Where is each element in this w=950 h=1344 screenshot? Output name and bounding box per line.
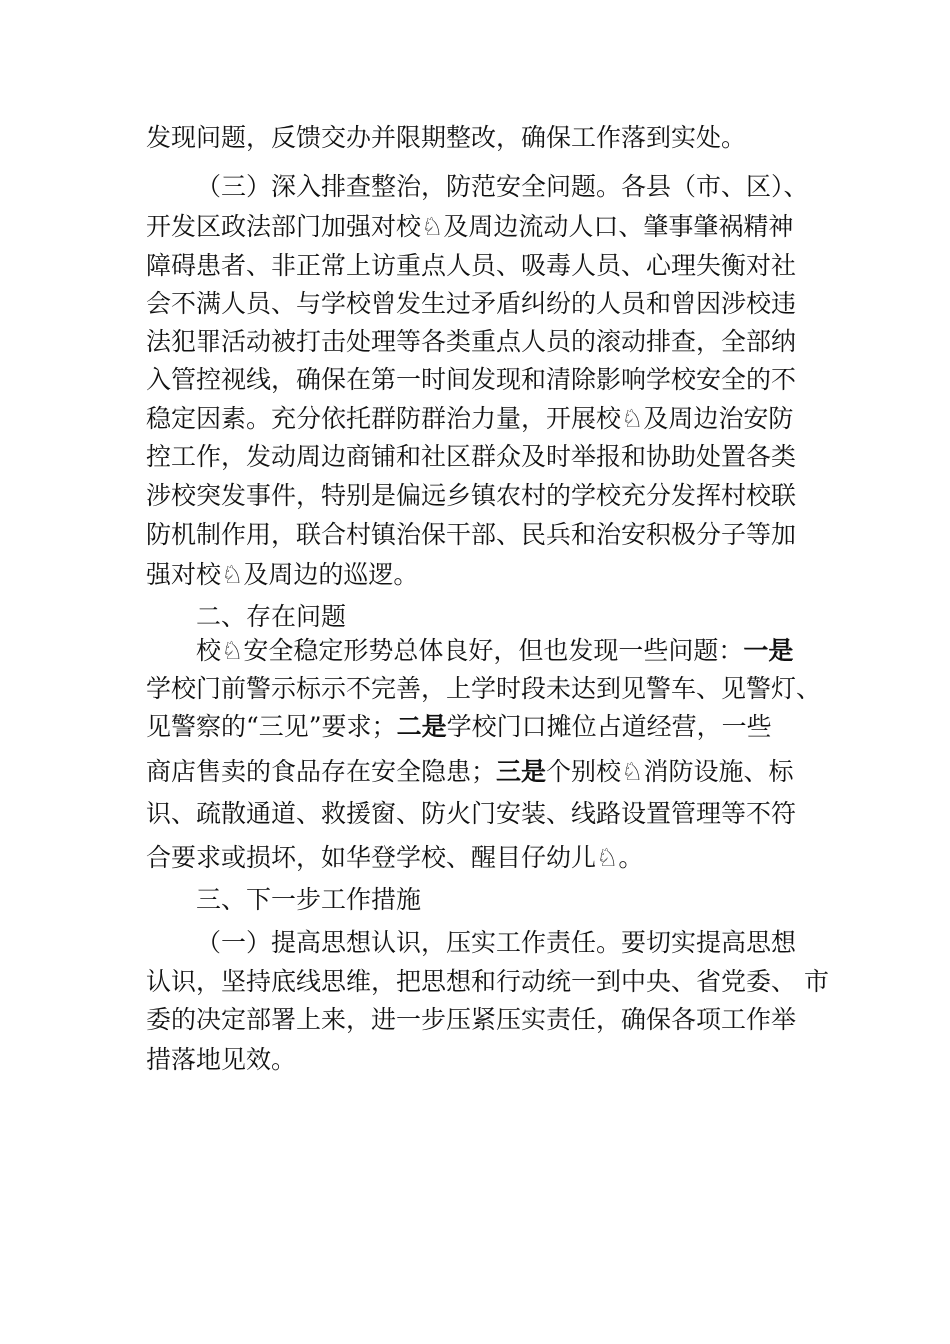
- problems-line-3: [146, 712, 772, 742]
- text-line: 涉校突发事件，特别是偏远乡镇农村的学校充分发挥村校联: [146, 481, 797, 510]
- text-line: 开发区政法部门加强对校♘及周边流动人口、肇事肇祸精神: [146, 212, 794, 241]
- text-line: 稳定因素。充分依托群防群治力量，开展校♘及周边治安防: [146, 404, 794, 433]
- text-line: 会不满人员、与学校曾发生过矛盾纠纷的人员和曾因涉校违: [146, 289, 797, 318]
- text-line: 入管控视线，确保在第一时间发现和清除影响学校安全的不: [146, 365, 797, 394]
- next-steps-line-1: （一）提高思想认识，压实工作责任。要切实提高思想: [196, 928, 797, 957]
- problems-line-1: [196, 636, 793, 666]
- next-steps-line-4: 措落地见效。: [146, 1045, 297, 1074]
- text-line: 发现问题，反馈交办并限期整改，确保工作落到实处。: [146, 123, 747, 152]
- problems-line-6: 合要求或损坏，如华登学校、醒目仔幼儿♘。: [146, 843, 644, 872]
- text-line: 防机制作用，联合村镇治保干部、民兵和治安积极分子等加: [146, 520, 797, 549]
- text-line: 控工作，发动周边商铺和社区群众及时举报和协助处置各类: [146, 442, 797, 471]
- problems-line-5: 识、疏散通道、救援窗、防火门安装、线路设置管理等不符: [146, 799, 797, 828]
- problem-marker-second: 二是: [396, 712, 447, 741]
- problems-text: 校♘安全稳定形势总体良好，但也发现一些问题：: [196, 636, 744, 665]
- problems-text: 个别校♘消防设施、标: [546, 757, 794, 786]
- text-line: 强对校♘及周边的巡逻。: [146, 560, 419, 589]
- problems-line-2: 学校门前警示标示不完善，上学时段未达到见警车、见警灯、: [146, 674, 822, 703]
- text-line: 障碍患者、非正常上访重点人员、吸毒人员、心理失衡对社: [146, 251, 797, 280]
- section-heading-next-steps: 三、下一步工作措施: [196, 885, 422, 914]
- problems-text: 见警察的“三见”要求；: [146, 712, 397, 741]
- problems-text: 商店售卖的食品存在安全隐患；: [146, 757, 497, 786]
- next-steps-line-3: 委的决定部署上来，进一步压紧压实责任，确保各项工作举: [146, 1005, 797, 1034]
- section-three-paragraph-start: （三）深入排查整治，防范安全问题。各县（市、区）、: [196, 172, 809, 201]
- section-heading-problems: 二、存在问题: [196, 602, 347, 631]
- problems-text: 学校门口摊位占道经营，一些: [446, 712, 772, 741]
- next-steps-line-2: 认识，坚持底线思维，把思想和行动统一到中央、省党委、 市: [146, 967, 829, 996]
- problem-marker-third: 三是: [496, 757, 547, 786]
- text-line: 法犯罪活动被打击处理等各类重点人员的滚动排查，全部纳: [146, 327, 797, 356]
- problems-line-4: [146, 757, 793, 787]
- problem-marker-first: 一是: [743, 636, 794, 665]
